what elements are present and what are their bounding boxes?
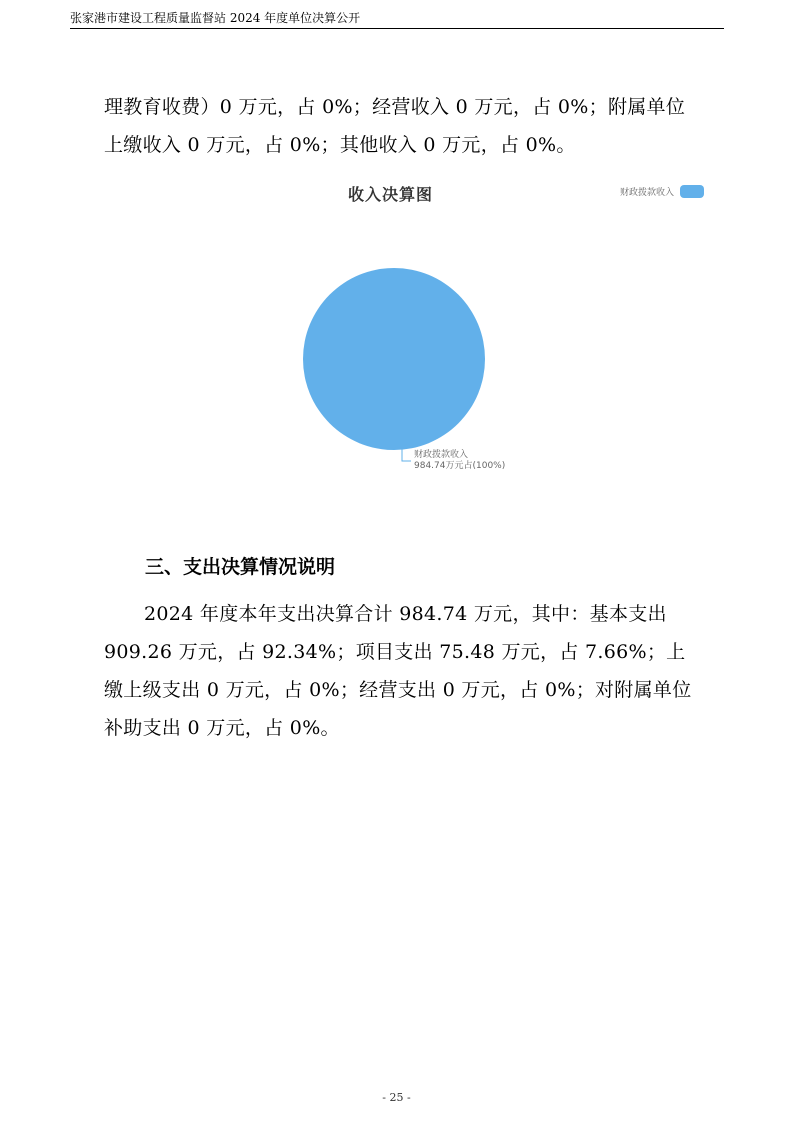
slice-label-name: 财政拨款收入 <box>414 450 469 460</box>
section-heading: 三、支出决算情况说明 <box>145 556 336 578</box>
slice-label <box>414 450 505 472</box>
chart-title: 收入决算图 <box>348 185 434 204</box>
income-pie-chart <box>300 178 720 508</box>
slice-leader-line <box>402 448 411 461</box>
slice-label-value: 984.74万元占(100%) <box>414 461 506 471</box>
legend-entry-label: 财政拨款收入 <box>620 188 675 198</box>
header-divider <box>70 28 724 29</box>
pie-svg <box>300 178 720 508</box>
pie-slice-0 <box>303 268 485 450</box>
income-paragraph: 理教育收费）0 万元，占 0%；经营收入 0 万元，占 0%；附属单位上缴收入 0 万元，占 0%；其他收入 0 万元，占 0%。 <box>104 96 686 156</box>
page-header: 张家港市建设工程质量监督站 2024 年度单位决算公开 <box>70 11 361 25</box>
page-number: - 25 - <box>382 1091 411 1104</box>
expenditure-paragraph: 2024 年度本年支出决算合计 984.74 万元，其中：基本支出 909.26 万元，占 92.34%；项目支出 75.48 万元，占 7.66%；上缴上级支出 0 万元，占 0%；经营支出 0 万元，占 0%；对附属单位补助支出 0 万元，占 0%。 <box>104 603 692 739</box>
